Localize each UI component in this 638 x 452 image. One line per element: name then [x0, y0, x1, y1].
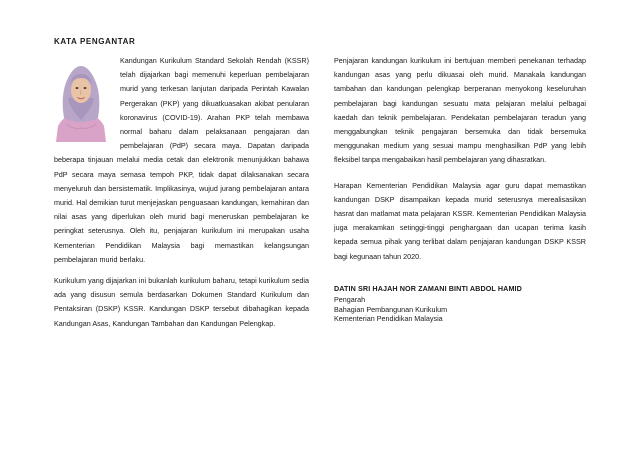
page-title: KATA PENGANTAR [54, 37, 136, 46]
signatory-title: Pengarah [334, 295, 366, 305]
emphasis-paragraph: Penjajaran kandungan kurikulum ini bertujuan memberi penekanan terhadap kandungan asas yang perlu dikuasai oleh murid. Manakala kandungan tambahan dan kandungan pelengkap berperanan menyokong keseluruhan pembelajaran bagi kandungan sesuatu mata pelajaran melalui pelbagai kaedah dan teknik pembelajaran. Pendekatan pembelajaran teradun yang menggabungkan teknik pengajaran bersemuka dan tidak bersemuka menggunakan medium yang sesuai mampu menghasilkan PdP yang lebih fleksibel tanpa mengabaikan hasil pembelajaran yang dihasratkan. [334, 56, 586, 165]
signature-block [334, 284, 586, 324]
right-column [334, 54, 586, 324]
author-photo [54, 54, 108, 142]
signatory-name: DATIN SRI HAJAH NOR ZAMANI BINTI ABDOL HAMID [334, 283, 522, 293]
curriculum-paragraph: Kurikulum yang dijajarkan ini bukanlah kurikulum baharu, tetapi kurikulum sedia ada yang disusun semula berdasarkan Dokumen Standard Kurikulum dan Pentaksiran (DSKP) KSSR. Kandungan DSKP tersebut dibahagikan kepada Kandungan Asas, Kandungan Tambahan dan Kandungan Pelengkap. [54, 276, 309, 328]
left-column [54, 54, 309, 331]
intro-paragraph: Kandungan Kurikulum Standard Sekolah Rendah (KSSR) telah dijajarkan bagi memenuhi keperluan pembelajaran murid yang terkesan lanjutan daripada Perintah Kawalan Pergerakan (PKP) yang dikuatkuasakan akibat penularan koronavirus (COVID-19). Arahan PKP telah membawa normal baharu dalam pelaksanaan pengajaran dan pembelajaran (PdP) secara maya. Dapatan daripada beberapa tinjauan melalui media cetak dan elektronik menunjukkan bahawa PdP secara maya semasa tempoh PKP, tidak dapat dilaksanakan secara menyeluruh dan bersistematik. Implikasinya, wujud jurang pembelajaran antara murid. Hal demikian turut menjejaskan penguasaan kandungan, kemahiran dan nilai asas yang diperlukan oleh murid bagi meneruskan pembelajaran ke peringkat seterusnya. Oleh itu, penjajaran kurikulum ini merupakan usaha Kementerian Pendidikan Malaysia bagi memastikan kelangsungan pembelajaran murid berlaku. [54, 56, 309, 264]
signatory-division: Bahagian Pembangunan Kurikulum [334, 304, 448, 314]
signatory-ministry: Kementerian Pendidikan Malaysia [334, 314, 443, 324]
hope-paragraph: Harapan Kementerian Pendidikan Malaysia agar guru dapat memastikan kandungan DSKP disampaikan kepada murid seterusnya merealisasikan hasrat dan matlamat mata pelajaran KSSR. Kementerian Pendidikan Malaysia juga merakamkan setinggi-tinggi penghargaan dan ucapan terima kasih kepada semua pihak yang terlibat dalam penjajaran kandungan DSKP KSSR bagi kegunaan tahun 2020. [334, 180, 586, 261]
